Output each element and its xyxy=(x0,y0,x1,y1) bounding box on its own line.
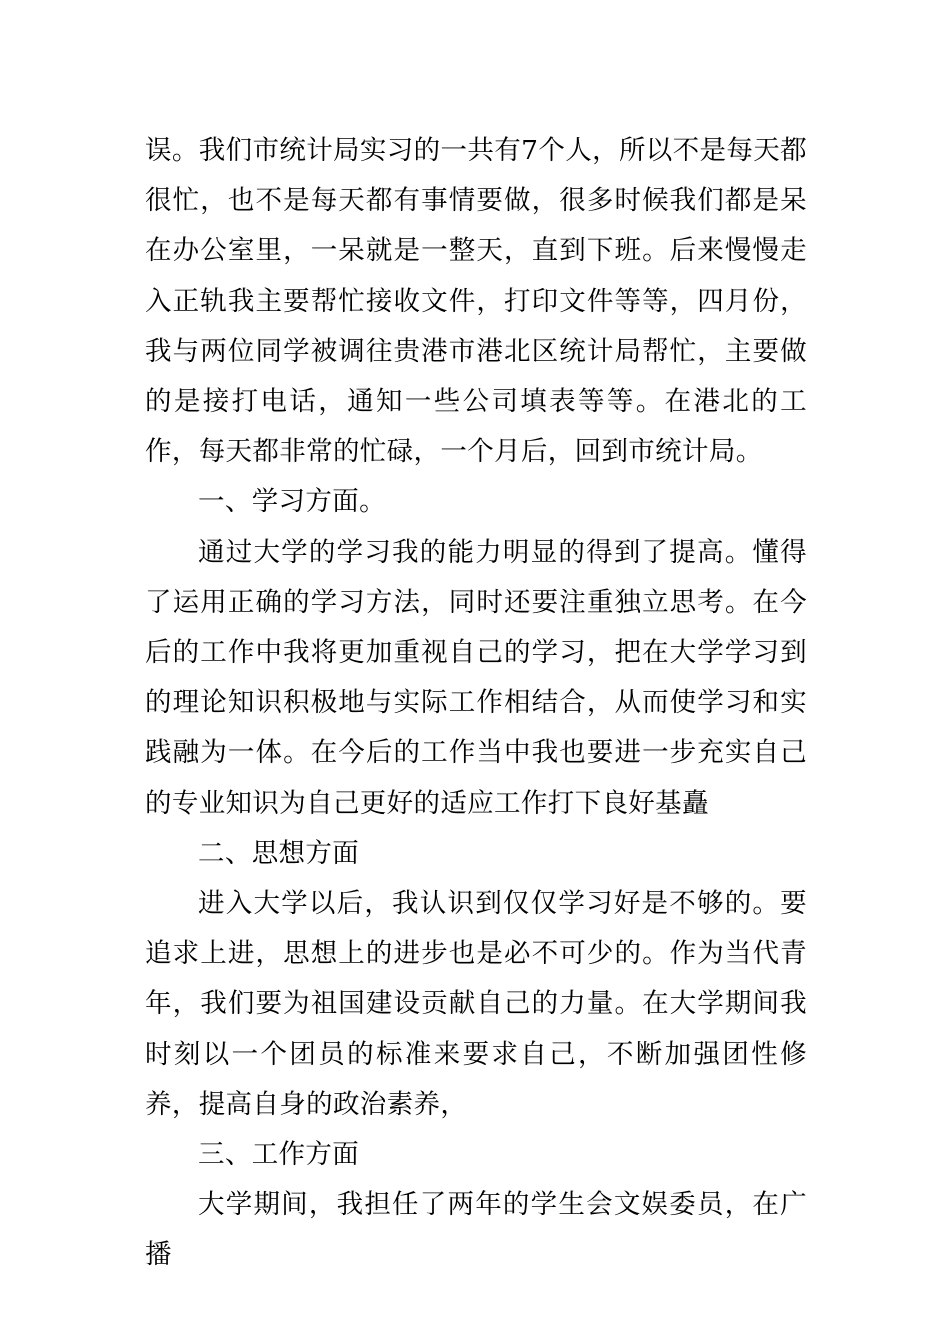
paragraph-internship: 误。我们市统计局实习的一共有7个人，所以不是每天都很忙，也不是每天都有事情要做，很多时候我们都是呆在办公室里，一呆就是一整天，直到下班。后来慢慢走入正轨我主要帮忙接收文件，打印文件等等，四月份，我与两位同学被调往贵港市港北区统计局帮忙，主要做的是接打电话，通知一些公司填表等等。在港北的工作，每天都非常的忙碌，一个月后，回到市统计局。 xyxy=(145,135,807,468)
heading-study: 一、学习方面。 xyxy=(198,486,386,518)
paragraph-work: 大学期间，我担任了两年的学生会文娱委员，在广播 xyxy=(145,1189,807,1271)
heading-thought: 二、思想方面 xyxy=(198,837,360,869)
paragraph-study: 通过大学的学习我的能力明显的得到了提高。懂得了运用正确的学习方法，同时还要注重独立思考。在今后的工作中我将更加重视自己的学习，把在大学学习到的理论知识积极地与实际工作相结合，从而使学习和实践融为一体。在今后的工作当中我也要进一步充实自己的专业知识为自己更好的适应工作打下良好基矗 xyxy=(145,536,807,819)
document-body xyxy=(145,126,807,1281)
heading-work: 三、工作方面 xyxy=(198,1139,360,1171)
paragraph-thought: 进入大学以后，我认识到仅仅学习好是不够的。要追求上进，思想上的进步也是必不可少的。作为当代青年，我们要为祖国建设贡献自己的力量。在大学期间我时刻以一个团员的标准来要求自己，不断加强团性修养，提高自身的政治素养， xyxy=(145,888,807,1120)
